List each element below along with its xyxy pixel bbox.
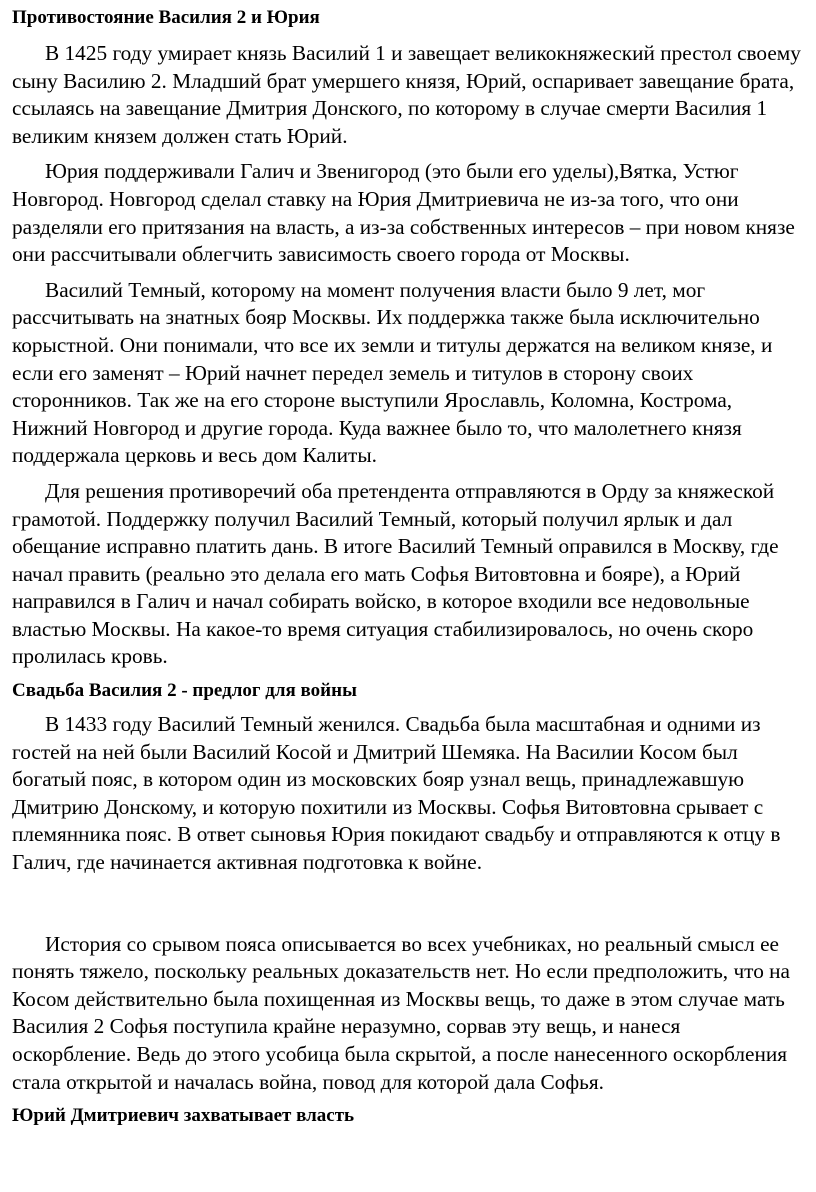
heading-confrontation: Противостояние Василия 2 и Юрия xyxy=(12,7,320,28)
paragraph-belt-story: История со срывом пояса описывается во всех учебниках, но реальный смысл ее понять тяжело, поскольку реальных доказательств нет. Но если предположить, что на Косом действительно была похищенная из Москвы вещь, то даже в этом случае мать Василия 2 Софья поступила крайне неразумно, сорвав эту вещь, и нанеся оскорбление. Ведь до этого усобица была скрытой, а после нанесенного оскорбления стала открытой и началась война, повод для которой дала Софья. xyxy=(12,931,791,1094)
blank-line xyxy=(12,885,804,931)
paragraph-horde-charter: Для решения противоречий оба претендента отправляются в Орду за княжеской грамотой. Поддержку получил Василий Темный, который получил ярлык и дал обещание исправно платить дань. В итоге Василий Темный оправился в Москву, где начал править (реально это делала его мать Софья Витовтовна и бояре), а Юрий направился в Галич и начал собирать войско, в которое входили все недовольные властью Москвы. На какое-то время ситуация стабилизировалось, но очень скоро пролилась кровь. xyxy=(12,478,779,669)
heading-yuri-seizes-power: Юрий Дмитриевич захватывает власть xyxy=(12,1105,355,1127)
paragraph-vasily-supporters: Василий Темный, которому на момент получения власти было 9 лет, мог рассчитывать на знатных бояр Москвы. Их поддержка также была исключительно корыстной. Они понимали, что все их земли и титулы держатся на великом князе, и если его заменят – Юрий начнет передел земель и титулов в сторону своих сторонников. Так же на его стороне выступили Ярославль, Коломна, Кострома, Нижний Новгород и другие города. Куда важнее было то, что малолетнего князя поддержала церковь и весь дом Калиты. xyxy=(12,277,773,468)
heading-wedding: Свадьба Василия 2 - предлог для войны xyxy=(12,680,357,702)
paragraph-yuri-supporters: Юрия поддерживали Галич и Звенигород (это были его уделы),Вятка, Устюг Новгород. Новгород сделал ставку на Юрия Дмитриевича не из-за того, что они разделяли его притязания на власть, а из-за собственных интересов – при новом князе они рассчитывали облегчить зависимость своего города от Москвы. xyxy=(12,159,795,267)
paragraph-1425-succession: В 1425 году умирает князь Василий 1 и завещает великокняжеский престол своему сыну Василию 2. Младший брат умершего князя, Юрий, оспаривает завещание брата, ссылаясь на завещание Дмитрия Донского, по которому в случае смерти Василия 1 великим князем должен стать Юрий. xyxy=(12,41,801,148)
paragraph-wedding-1433: В 1433 году Василий Темный женился. Свадьба была масштабная и одними из гостей на ней были Василий Косой и Дмитрий Шемяка. На Василии Косом был богатый пояс, в котором один из московских бояр узнал вещь, принадлежавшую Дмитрию Донскому, и которую похитили из Москвы. Софья Витовтовна срывает с племянника пояс. В ответ сыновья Юрия покидают свадьбу и отправляются к отцу в Галич, где начинается активная подготовка к войне. xyxy=(12,712,781,875)
